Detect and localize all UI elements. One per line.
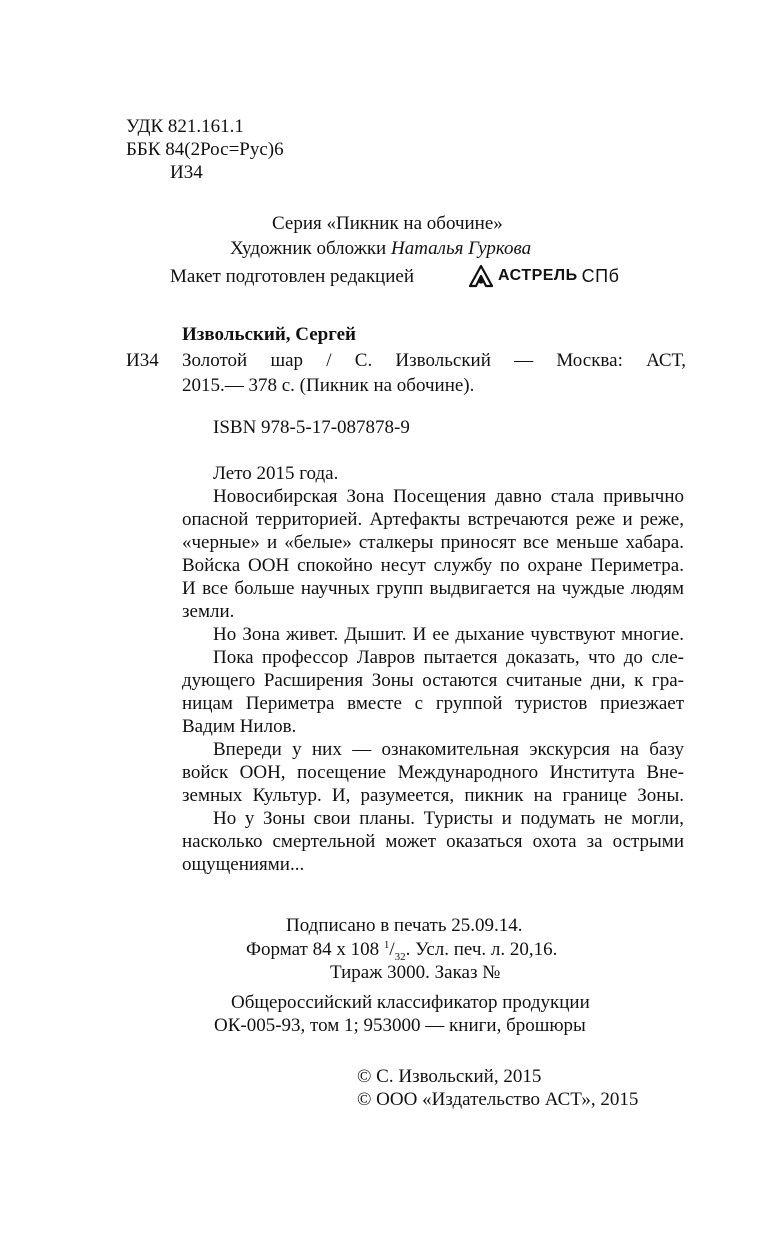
imprint-format-prefix: Формат 84 x 108 <box>246 939 380 960</box>
annotation-line: Вадим Нилов. <box>182 716 297 737</box>
annotation-line: Войска ООН спокойно несут службу по охране Периметра. <box>182 555 684 576</box>
catalog-description-line2: 2015.— 378 с. (Пикник на обочине). <box>182 375 475 396</box>
annotation-line: Пока профессор Лавров пытается доказать, что до сле- <box>213 647 684 668</box>
cover-artist-label: Художник обложки <box>230 238 387 259</box>
imprint-format: Формат 84 x 108 $^1/_{32}$. Усл. печ. л. 20,16. <box>246 939 558 963</box>
publisher-logo-city: СПб <box>581 265 620 286</box>
annotation-line: опасной территорией. Артефакты встречаются реже и реже, <box>182 509 684 530</box>
annotation-line: земли. <box>182 601 235 622</box>
imprint-format-denominator: 32 <box>394 951 406 963</box>
annotation-line: дующего Расширения Зоны остаются считаные дни, к гра- <box>182 670 684 691</box>
isbn: ISBN 978-5-17-087878-9 <box>213 417 410 438</box>
imprint-format-numerator: 1 <box>383 939 390 951</box>
series-title: Серия «Пикник на обочине» <box>272 213 503 234</box>
publisher-logo-icon <box>468 264 494 288</box>
annotation-line: Но у Зоны свои планы. Туристы и подумать не могли, <box>213 808 684 829</box>
classifier-line2: ОК-005-93, том 1; 953000 — книги, брошюры <box>214 1015 586 1036</box>
copyright-author: © С. Извольский, 2015 <box>357 1066 542 1087</box>
publisher-logo <box>468 263 619 289</box>
bbk-code: ББК 84(2Рос=Рус)6 <box>126 139 284 160</box>
annotation-line: насколько смертельной может оказаться охота за острыми <box>182 831 684 852</box>
classifier-line1: Общероссийский классификатор продукции <box>231 992 590 1013</box>
annotation-line: Но Зона живет. Дышит. И ее дыхание чувствуют многие. <box>213 624 684 645</box>
annotation-line: ощущениями... <box>182 854 305 875</box>
annotation-line: Лето 2015 года. <box>213 463 339 484</box>
annotation-line: Новосибирская Зона Посещения давно стала привычно <box>213 486 684 507</box>
layout-prepared-by: Макет подготовлен редакцией <box>170 266 414 287</box>
publisher-logo-name: АСТРЕЛЬ <box>498 267 578 284</box>
imprint-print-run: Тираж 3000. Заказ № <box>330 962 501 983</box>
copyright-publisher: © ООО «Издательство АСТ», 2015 <box>357 1089 639 1110</box>
udk-code: УДК 821.161.1 <box>126 116 244 137</box>
imprint-signed: Подписано в печать 25.09.14. <box>286 915 523 936</box>
author-mark: И34 <box>170 162 203 183</box>
annotation-line: земных Культур. И, разумеется, пикник на границе Зоны. <box>182 785 684 806</box>
catalog-description-line1: Золотой шар / С. Извольский — Москва: АСТ, <box>182 350 686 371</box>
annotation-line: И все больше научных групп выдвигается на чуждые людям <box>182 578 684 599</box>
cover-artist-name: Наталья Гуркова <box>390 238 532 259</box>
catalog-mark: И34 <box>126 350 159 371</box>
annotation-line: войск ООН, посещение Международного Института Вне- <box>182 762 684 783</box>
annotation-line: Впереди у них — ознакомительная экскурсия на базу <box>213 739 684 760</box>
annotation-line: ницам Периметра вместе с группой туристов приезжает <box>182 693 684 714</box>
cover-artist-credit <box>230 238 531 260</box>
imprint-format-suffix: . Усл. печ. л. 20,16. <box>405 939 558 960</box>
annotation-line: «черные» и «белые» сталкеры приносят все меньше хабара. <box>182 532 684 553</box>
catalog-author: Извольский, Сергей <box>182 324 356 345</box>
